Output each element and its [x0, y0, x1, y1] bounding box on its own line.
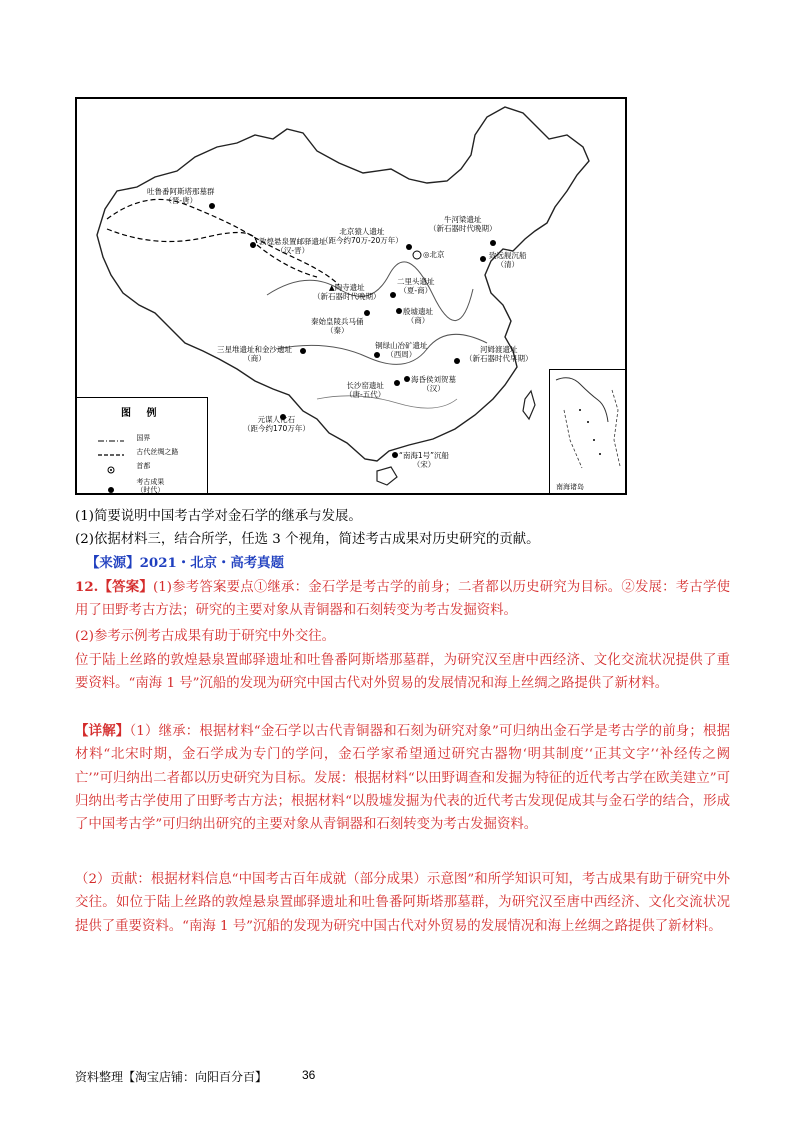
source-line: [86, 552, 284, 575]
site-label: 河姆渡遗址 （新石器时代早期）: [465, 345, 533, 363]
answer-block: [75, 576, 730, 623]
site-label: 长沙窑遗址 （唐-五代）: [345, 381, 386, 399]
site-label: ▲陶寺遗址 （新石器时代晚期）: [313, 283, 381, 301]
legend-label: 古代丝绸之路: [136, 448, 179, 456]
south-china-sea-inset: [549, 369, 627, 494]
site-label: 秦始皇陵兵马俑 （秦）: [311, 317, 364, 335]
site-label: 元谋人化石 （距今约170万年）: [243, 415, 310, 433]
legend-label: 首都: [136, 462, 151, 470]
source-text: 2021・北京・高考真题: [139, 555, 284, 571]
page-number: 36: [302, 1068, 316, 1082]
legend-label: 考古成果 （时代）: [136, 478, 165, 494]
question-1: (1)简要说明中国考古学对金石学的继承与发展。: [75, 509, 362, 524]
inset-label: 南海诸岛: [556, 483, 584, 491]
answer-part-1: (1)参考答案要点①继承：金石学是考古学的前身；二者都以历史研究为目标。②发展：考古学使用了田野考古方法；研究的主要对象从青铜器和石刻转变为考古发掘资料。: [75, 580, 731, 619]
inset-outline: [550, 370, 627, 494]
site-label: 二里头遗址 （夏-商）: [397, 277, 435, 295]
footer-text: 资料整理【淘宝店铺：向阳百分百】: [75, 1070, 268, 1084]
site-label: 牛河梁遗址 （新石器时代晚期）: [429, 215, 497, 233]
site-label: “南海1号”沉船 （宋）: [399, 451, 450, 469]
site-label: 三星堆遗址和金沙遗址 （商）: [217, 345, 292, 363]
site-label: 敦煌悬泉置邮驿遗址 （汉-晋）: [259, 237, 327, 255]
site-label: 致远舰沉船 （清）: [489, 251, 527, 269]
detail-part-1: （1）继承：根据材料“金石学以古代青铜器和石刻为研究对象”可归纳出金石学是考古学的前身；根据材料“北宋时期，金石学成为专门的学问，金石学家希望通过研究古器物‘明其制度’‘正其文字’‘补经传之阙亡’”可归纳出二者都以历史研究为目标。发展：根据材料“以田野调查和发掘为特征的近代考古学在欧美建立”可归纳出考古学使用了田野考古方法；根据材料“以殷墟发掘为代表的近代考古发现促成其与金石学的结合，形成了中国考古学”可归纳出研究的主要对象从青铜器和石刻转变为考古发掘资料。: [75, 724, 730, 833]
legend-label: 国界: [136, 434, 151, 442]
china-archaeology-map: [75, 97, 627, 495]
legend-title: 图 例: [121, 408, 163, 419]
site-label: 吐鲁番阿斯塔那墓群 （晋-唐）: [147, 187, 215, 205]
legend-row-site: [85, 470, 164, 495]
answer-part-3: 位于陆上丝路的敦煌悬泉置邮驿遗址和吐鲁番阿斯塔那墓群，为研究汉至唐中西经济、文化交流状况提供了重要资料。“南海 1 号”沉船的发现为研究中国古代对外贸易的发展情况和海上丝绸之路提供了新材料。: [75, 653, 730, 692]
answer-label: 12.【答案】: [75, 579, 153, 595]
answer-part-2: (2)参考示例考古成果有助于研究中外交往。: [75, 629, 335, 644]
site-label: 海昏侯刘贺墓 （汉）: [411, 375, 456, 393]
map-legend: [77, 397, 208, 494]
detail-part-2: （2）贡献：根据材料信息“中国考古百年成就（部分成果）示意图”和所学知识可知，考古成果有助于研究中外交往。如位于陆上丝路的敦煌悬泉置邮驿遗址和吐鲁番阿斯塔那墓群，为研究汉至唐中西经济、文化交流状况提供了重要资料。“南海 1 号”沉船的发现为研究中国古代对外贸易的发展情况和海上丝绸之路提供了新材料。: [75, 872, 730, 934]
question-2: (2)依据材料三，结合所学，任选 3 个视角，简述考古成果对历史研究的贡献。: [75, 532, 540, 547]
site-label: 殷墟遗址 （商）: [403, 307, 433, 325]
detail-block: [75, 720, 730, 836]
capital-label: ◎北京: [423, 250, 445, 259]
site-label: 北京猿人遗址 （距今约70万-20万年）: [321, 227, 403, 245]
site-label: 铜绿山冶矿遗址 （西周）: [375, 341, 428, 359]
detail-label: 【详解】: [75, 723, 130, 739]
source-tag: 【来源】: [86, 555, 140, 571]
